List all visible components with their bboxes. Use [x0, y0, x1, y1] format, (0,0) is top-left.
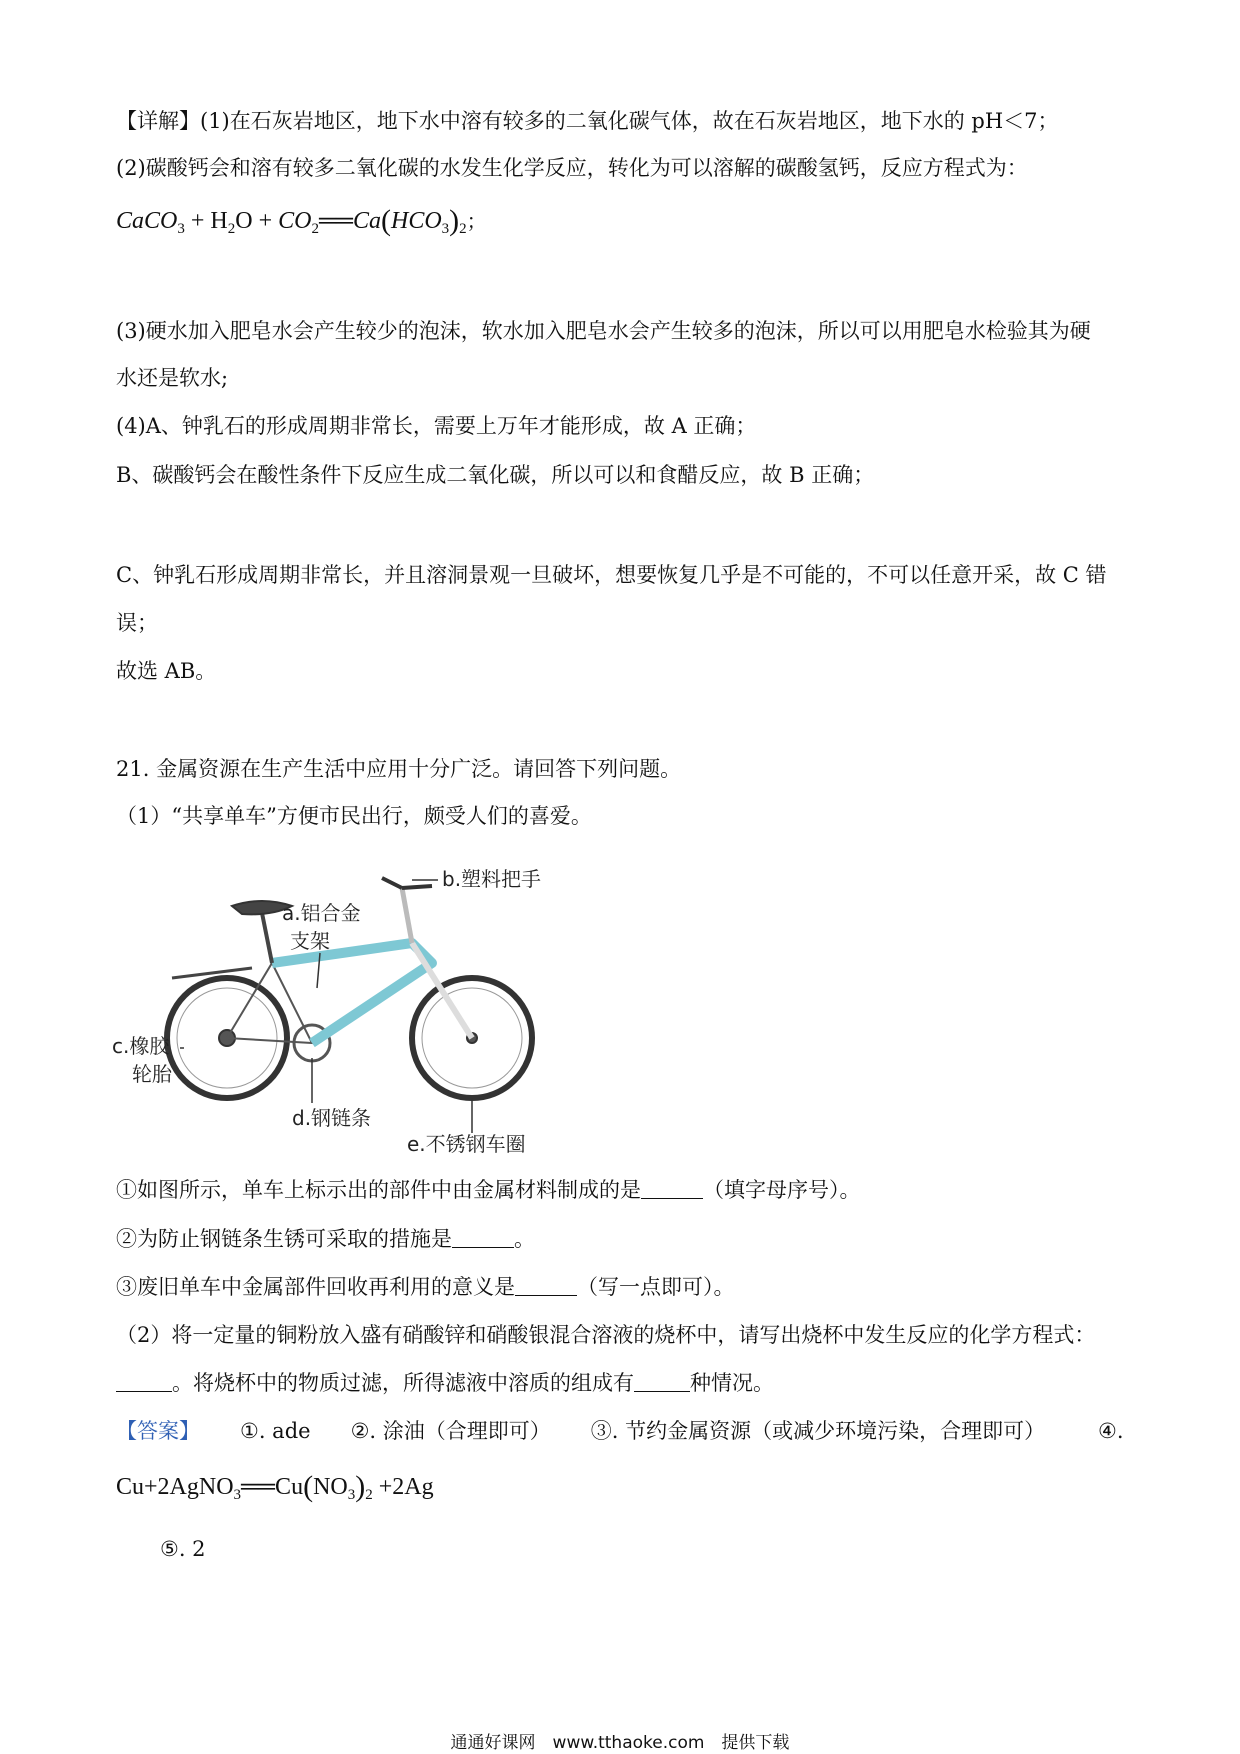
detail-text-1: (1)在石灰岩地区，地下水中溶有较多的二氧化碳气体，故在石灰岩地区，地下水的 pH＜7；: [200, 109, 1059, 133]
answer-tag: 【答案】: [116, 1419, 200, 1443]
sub-question-1: ①如图所示，单车上标示出的部件中由金属材料制成的是 （填字母序号）。: [116, 1178, 861, 1202]
answer-3: ③. 节约金属资源（或减少环境污染，合理即可）: [590, 1419, 1046, 1443]
detail-line-1: [116, 106, 1059, 136]
sub-question-3: ③废旧单车中金属部件回收再利用的意义是 （写一点即可）。: [116, 1275, 735, 1299]
equation-calcium-bicarbonate: CaCO$_3$ + $H_2O$ + $CO_2══Ca(HCO_3)_2$；: [116, 204, 487, 237]
detail-line-5: B、碳酸钙会在酸性条件下反应生成二氧化碳，所以可以和食醋反应，故 B 正确；: [116, 463, 875, 487]
detail-tag: 【详解】: [116, 109, 200, 133]
answer-2: ②. 涂油（合理即可）: [350, 1419, 551, 1443]
question-21-part-1: （1）“共享单车”方便市民出行，颇受人们的喜爱。: [116, 804, 592, 828]
sub-question-2: ②为防止钢链条生锈可采取的措施是 。: [116, 1227, 535, 1251]
answer-line: [116, 1416, 1045, 1446]
label-stainless-rim: e.不锈钢车圈: [407, 1132, 526, 1156]
answer-1: ①. ade: [240, 1419, 311, 1443]
answer-blank-2: [452, 1229, 514, 1248]
detail-line-6a: C、钟乳石形成周期非常长，并且溶洞景观一旦破坏，想要恢复几乎是不可能的，不可以任意开采，故 C 错: [116, 563, 1107, 587]
label-aluminum-frame: a.铝合金: [282, 901, 361, 925]
detail-line-2: (2)碳酸钙会和溶有较多二氧化碳的水发生化学反应，转化为可以溶解的碳酸氢钙，反应方程式为：: [116, 156, 1028, 180]
detail-line-6b: 误；: [116, 611, 158, 635]
label-aluminum-frame-2: 支架: [290, 929, 330, 953]
answer-blank-5: [634, 1373, 690, 1392]
answer-blank-1: [641, 1180, 703, 1199]
label-plastic-handle: b.塑料把手: [442, 867, 542, 891]
question-21-stem: 21. 金属资源在生产生活中应用十分广泛。请回答下列问题。: [116, 757, 682, 781]
detail-line-3a: (3)硬水加入肥皂水会产生较少的泡沫，软水加入肥皂水会产生较多的泡沫，所以可以用肥皂水检验其为硬: [116, 319, 1091, 343]
question-21-part-2: （2）将一定量的铜粉放入盛有硝酸锌和硝酸银混合溶液的烧杯中，请写出烧杯中发生反应的化学方程式：: [116, 1323, 1096, 1347]
label-rubber-tire-2: 轮胎: [132, 1062, 172, 1086]
label-rubber-tire: c.橡胶: [112, 1034, 170, 1058]
answer-blank-3: [515, 1277, 577, 1296]
page-footer: 通通好课网 www.tthaoke.com 提供下载: [450, 1733, 790, 1753]
bicycle-figure: [112, 858, 582, 1158]
answer-5: ⑤. 2: [160, 1537, 206, 1561]
answer-4-label: ④.: [1098, 1419, 1124, 1443]
answer-blank-4: [116, 1373, 172, 1392]
detail-line-3b: 水还是软水;: [116, 366, 229, 390]
detail-line-4: (4)A、钟乳石的形成周期非常长，需要上万年才能形成，故 A 正确；: [116, 414, 757, 438]
equation-copper-silver: $Cu+2AgNO_3══Cu(NO_3)_2 +2Ag$: [116, 1470, 434, 1503]
question-21-part-2b: 。将烧杯中的物质过滤，所得滤液中溶质的组成有 种情况。: [116, 1368, 774, 1398]
label-steel-chain: d.钢链条: [292, 1106, 372, 1130]
equation-1-suffix: ；: [466, 211, 487, 233]
detail-line-7: 故选 AB。: [116, 659, 217, 683]
